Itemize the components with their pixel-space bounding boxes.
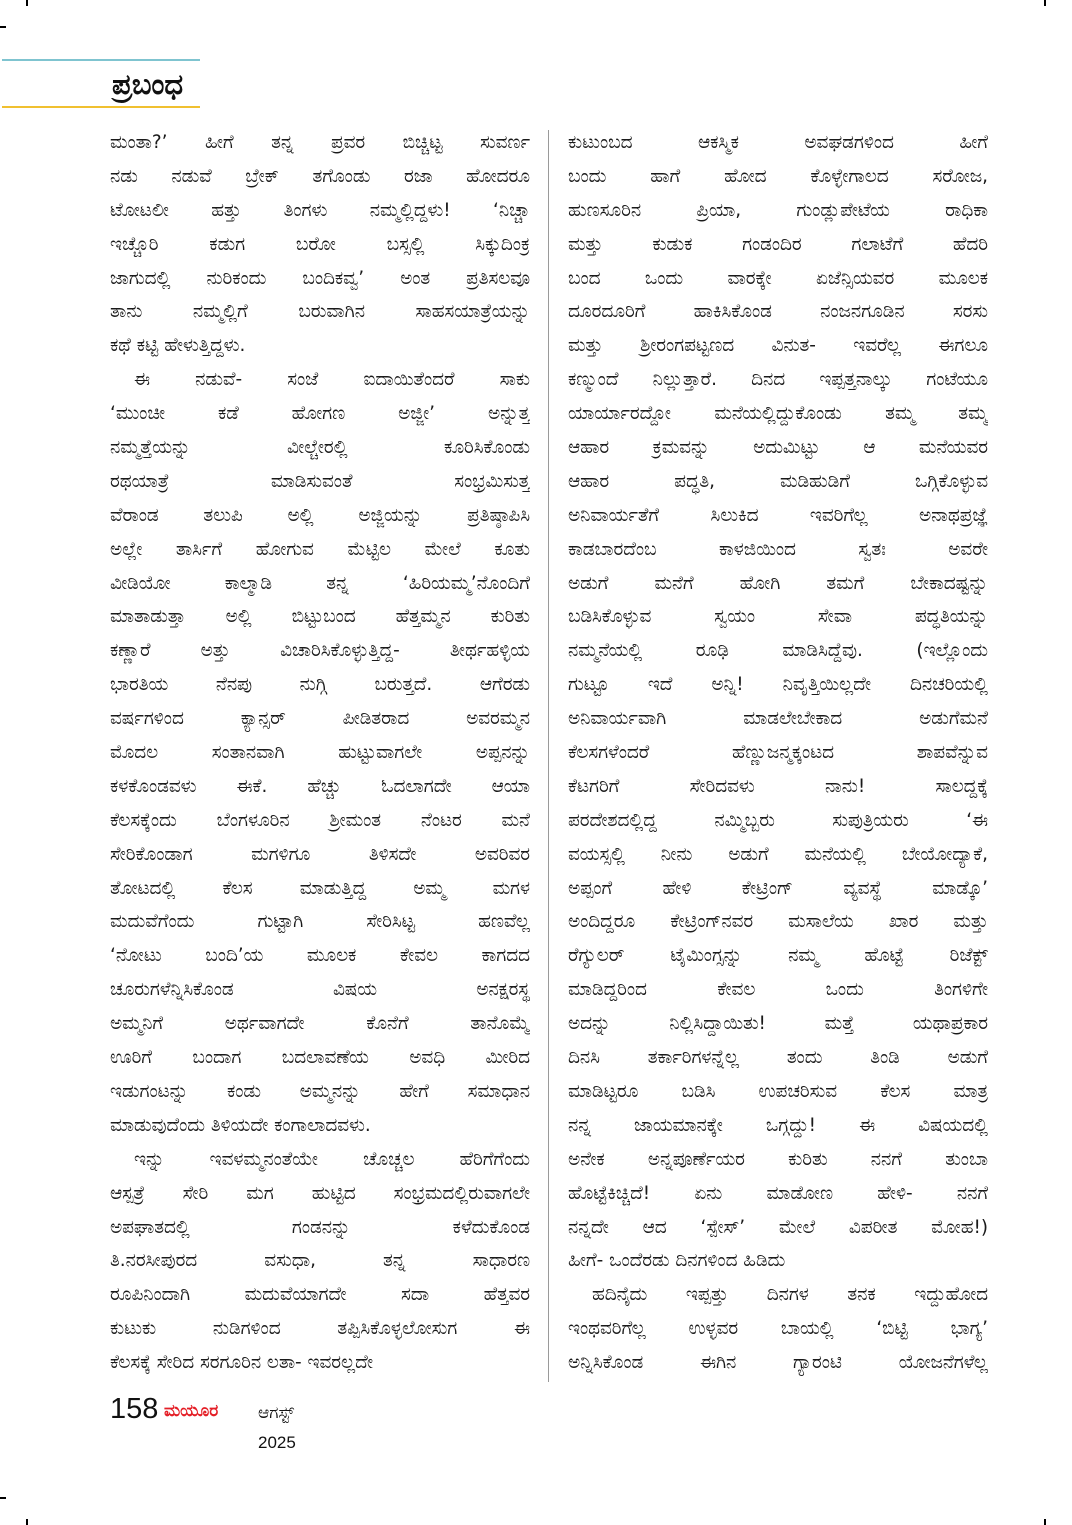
article-line: ವಯಸ್ಸಲ್ಲಿ ನೀನು ಅಡುಗೆ ಮನೆಯಲ್ಲಿ ಬೇಯೋದ್ಯಾಕೆ, xyxy=(568,843,988,865)
article-line: ಅಪಘಾತದಲ್ಲಿ ಗಂಡನನ್ನು ಕಳೆದುಕೊಂಡ xyxy=(110,1216,530,1238)
article-line: ನನ್ನದೇ ಆದ ‘ಸ್ಪೇಸ್’ ಮೇಲೆ ವಿಪರೀತ ಮೋಹ!) xyxy=(568,1216,988,1238)
article-line: ತಿ.ನರಸೀಪುರದ ವಸುಧಾ, ತನ್ನ ಸಾಧಾರಣ xyxy=(110,1250,530,1272)
article-line: ಚೂರುಗಳೆನ್ನಿಸಿಕೊಂಡ ವಿಷಯ ಅನಕ್ಷರಸ್ಥ xyxy=(110,979,530,1001)
crop-mark xyxy=(26,1519,28,1525)
article-line: ಹೀಗೆ- ಒಂದೆರಡು ದಿನಗಳಿಂದ ಹಿಡಿದು xyxy=(568,1250,786,1272)
magazine-logo: ಮಯೂರ xyxy=(164,1401,219,1421)
article-line: ಕೆಲಸಗಳೆಂದರೆ ಹೆಣ್ಣುಜನ್ಮಕ್ಕಂಟದ ಶಾಪವೆನ್ನುವ xyxy=(568,742,988,764)
article-line: ಮತ್ತು ಕುಡುಕ ಗಂಡಂದಿರ ಗಲಾಟೆಗೆ ಹೆದರಿ xyxy=(568,233,988,255)
article-line: ರೂಪಿನಿಂದಾಗಿ ಮದುವೆಯಾಗದೇ ಸದಾ ಹೆತ್ತವರ xyxy=(110,1284,530,1306)
article-line: ಕೆಲಸಕ್ಕೆ ಸೇರಿದ ಸರಗೂರಿನ ಲತಾ- ಇವರಲ್ಲದೇ xyxy=(110,1352,374,1374)
section-title: ಪ್ರಬಂಧ xyxy=(112,67,184,101)
article-line: ತೋಟದಲ್ಲಿ ಕೆಲಸ ಮಾಡುತ್ತಿದ್ದ ಅಮ್ಮ ಮಗಳ xyxy=(110,877,530,899)
article-line: ಮಂತಾ?’ ಹೀಗೆ ತನ್ನ ಪ್ರವರ ಬಿಚ್ಚಿಟ್ಟ ಸುವರ್ಣ xyxy=(110,132,530,153)
article-line: ಆಹಾರ ಪದ್ಧತಿ, ಮಡಿಹುಡಿಗೆ ಒಗ್ಗಿಕೊಳ್ಳುವ xyxy=(568,470,988,492)
article-line: ಜಾಗುದಲ್ಲಿ ನುರಿಕಂದು ಬಂದಿಕವ್ವ’ ಅಂತ ಪ್ರತಿಸಲವೂ xyxy=(110,267,530,289)
article-line: ರಥಯಾತ್ರೆ ಮಾಡಿಸುವಂತೆ ಸಂಭ್ರಮಿಸುತ್ತ xyxy=(110,470,530,492)
article-line: ಅನಿವಾರ್ಯತೆಗೆ ಸಿಲುಕಿದ ಇವರಿಗೆಲ್ಲ ಅನಾಥಪ್ರಜ್ಞೆ xyxy=(568,504,988,526)
article-line: ಮದುವೆಗೆಂದು ಗುಟ್ಟಾಗಿ ಸೇರಿಸಿಟ್ಟ ಹಣವೆಲ್ಲ xyxy=(110,911,530,933)
article-line: ಕೆಲಸಕ್ಕೆಂದು ಬೆಂಗಳೂರಿನ ಶ್ರೀಮಂತ ನೆಂಟರ ಮನೆ xyxy=(110,809,530,831)
article-line: ಇಡುಗಂಟನ್ನು ಕಂಡು ಅಮ್ಮನನ್ನು ಹೇಗೆ ಸಮಾಧಾನ xyxy=(110,1080,530,1102)
article-line: ಮಾಡಿದ್ದರಿಂದ ಕೇವಲ ಒಂದು ತಿಂಗಳಿಗೇ xyxy=(568,979,988,1001)
article-column-left xyxy=(110,126,530,1380)
article-line: ಮಾಡುವುದೆಂದು ತಿಳಿಯದೇ ಕಂಗಾಲಾದವಳು. xyxy=(110,1114,371,1136)
article-line: ನಡು ನಡುವೆ ಬ್ರೇಕ್ ತಗೊಂಡು ರಜಾ ಹೋದರೂ xyxy=(110,165,530,187)
article-line: ಅಡುಗೆ ಮನೆಗೆ ಹೋಗಿ ತಮಗೆ ಬೇಕಾದಷ್ಟನ್ನು xyxy=(568,572,988,594)
article-line: ಇಂಥವರಿಗೆಲ್ಲ ಉಳ್ಳವರ ಬಾಯಲ್ಲಿ ‘ಬಿಟ್ಟಿ ಭಾಗ್ಯ’ xyxy=(568,1318,988,1340)
article-line: ಹುಣಸೂರಿನ ಪ್ರಿಯಾ, ಗುಂಡ್ಲುಪೇಟೆಯ ರಾಧಿಕಾ xyxy=(568,199,988,221)
article-line: ಕಥೆ ಕಟ್ಟಿ ಹೇಳುತ್ತಿದ್ದಳು. xyxy=(110,335,246,357)
article-line: ‘ನೋಟು ಬಂದಿ’ಯ ಮೂಲಕ ಕೇವಲ ಕಾಗದದ xyxy=(110,945,530,967)
article-column-right xyxy=(568,126,988,1380)
article-line: ಅಪ್ಪಂಗೆ ಹೇಳಿ ಕೇಟ್ರಿಂಗ್ ವ್ಯವಸ್ಥೆ ಮಾಡ್ಕೊ’ xyxy=(568,877,988,899)
article-line: ಕಳಕೊಂಡವಳು ಈಕೆ. ಹೆಚ್ಚು ಓದಲಾಗದೇ ಆಯಾ xyxy=(110,775,530,797)
article-line: ಕೆಟಗರಿಗೆ ಸೇರಿದವಳು ನಾನು! ಸಾಲದ್ದಕ್ಕೆ xyxy=(568,775,988,797)
article-line: ಮೊದಲ ಸಂತಾನವಾಗಿ ಹುಟ್ಟುವಾಗಲೇ ಅಪ್ಪನನ್ನು xyxy=(110,742,530,764)
article-line: ಕಣ್ಣಾರೆ ಅತ್ತು ವಿಚಾರಿಸಿಕೊಳ್ಳುತ್ತಿದ್ದ- ತೀರ್ಥಹಳ್ಳಿಯ xyxy=(110,640,530,662)
article-line: ಆಹಾರ ಕ್ರಮವನ್ನು ಅದುಮಿಟ್ಟು ಆ ಮನೆಯವರ xyxy=(568,437,988,459)
article-line: ಕುಟುಂಬದ ಆಕಸ್ಮಿಕ ಅವಘಡಗಳಿಂದ ಹೀಗೆ xyxy=(568,132,988,153)
article-line: ನಮ್ಮನೆಯಲ್ಲಿ ರೂಢಿ ಮಾಡಿಸಿದ್ದೆವು. (ಇಲ್ಲೊಂದು xyxy=(568,640,988,662)
article-line: ಅಮ್ಮನಿಗೆ ಅರ್ಥವಾಗದೇ ಕೊನೆಗೆ ತಾನೊಮ್ಮೆ xyxy=(110,1013,530,1035)
article-line: ವರ್ಷಗಳಿಂದ ಕ್ಯಾನ್ಸರ್ ಪೀಡಿತರಾದ ಅವರಮ್ಮನ xyxy=(110,708,530,730)
article-line: ವೀಡಿಯೋ ಕಾಲ್ಮಾಡಿ ತನ್ನ ‘ಹಿರಿಯಮ್ಮ’ನೊಂದಿಗೆ xyxy=(110,572,530,594)
column-divider xyxy=(548,130,549,1382)
article-line: ಆಸ್ಪತ್ರೆ ಸೇರಿ ಮಗ ಹುಟ್ಟಿದ ಸಂಭ್ರಮದಲ್ಲಿರುವಾಗಲೇ xyxy=(110,1182,530,1204)
article-line: ಟೋಟಲೀ ಹತ್ತು ತಿಂಗಳು ನಮ್ಮಲ್ಲಿದ್ದಳು! ‘ನಿಚ್ಚಾ xyxy=(110,199,530,221)
article-line: ಈ ನಡುವೆ- ಸಂಜೆ ಐದಾಯಿತೆಂದರೆ ಸಾಕು xyxy=(134,369,530,391)
article-line: ಬಡಿಸಿಕೊಳ್ಳುವ ಸ್ವಯಂ ಸೇವಾ ಪದ್ಧತಿಯನ್ನು xyxy=(568,606,988,628)
article-line: ಬಂದ ಒಂದು ವಾರಕ್ಕೇ ಏಜೆನ್ಸಿಯವರ ಮೂಲಕ xyxy=(568,267,988,289)
article-line: ಭಾರತಿಯ ನೆನಪು ನುಗ್ಗಿ ಬರುತ್ತದೆ. ಆಗೆರಡು xyxy=(110,674,530,696)
section-rule-top xyxy=(2,59,200,61)
article-line: ತಾನು ನಮ್ಮಲ್ಲಿಗೆ ಬರುವಾಗಿನ ಸಾಹಸಯಾತ್ರೆಯನ್ನು xyxy=(110,301,530,323)
article-line: ದೂರದೂರಿಗೆ ಹಾಕಿಸಿಕೊಂಡ ನಂಜನಗೂಡಿನ ಸರಸು xyxy=(568,301,988,323)
article-line: ಅನೇಕ ಅನ್ನಪೂರ್ಣೆಯರ ಕುರಿತು ನನಗೆ ತುಂಬಾ xyxy=(568,1148,988,1170)
page-number: 158 xyxy=(110,1393,159,1425)
article-line: ಅಲ್ಲೇ ತಾರ್ಸಿಗೆ ಹೋಗುವ ಮೆಟ್ಟಿಲ ಮೇಲೆ ಕೂತು xyxy=(110,538,530,560)
article-line: ನಮ್ಮತ್ತೆಯನ್ನು ವೀಲ್ಚೇರಲ್ಲಿ ಕೂರಿಸಿಕೊಂಡು xyxy=(110,437,530,459)
article-line: ವೆರಾಂಡ ತಲುಪಿ ಅಲ್ಲಿ ಅಜ್ಜಿಯನ್ನು ಪ್ರತಿಷ್ಠಾಪಿಸಿ xyxy=(110,504,530,526)
issue-date xyxy=(258,1398,296,1458)
crop-mark xyxy=(0,1497,6,1499)
article-line: ಕಾಡಬಾರದೆಂಬ ಕಾಳಜಿಯಿಂದ ಸ್ವತಃ ಅವರೇ xyxy=(568,538,988,560)
article-line: ಇಚ್ಚೊರಿ ಕಡುಗ ಬರೋ ಬಸ್ಸಲ್ಲಿ ಸಿಕ್ಕುದಿಂಕ್ರ xyxy=(110,233,530,255)
article-line: ಸೇರಿಕೊಂಡಾಗ ಮಗಳಿಗೂ ತಿಳಿಸದೇ ಅವರಿವರ xyxy=(110,843,530,865)
article-line: ಹದಿನೈದು ಇಪ್ಪತ್ತು ದಿನಗಳ ತನಕ ಇದ್ದುಹೋದ xyxy=(592,1284,988,1306)
article-line: ನನ್ನ ಜಾಯಮಾನಕ್ಕೇ ಒಗ್ಗದ್ದು! ಈ ವಿಷಯದಲ್ಲಿ xyxy=(568,1114,988,1136)
article-line: ಇನ್ನು ಇವಳಮ್ಮನಂತೆಯೇ ಚೊಚ್ಚಲ ಹೆರಿಗೆಗೆಂದು xyxy=(134,1148,530,1170)
article-line: ಅನಿವಾರ್ಯವಾಗಿ ಮಾಡಲೇಬೇಕಾದ ಅಡುಗೆಮನೆ xyxy=(568,708,988,730)
article-line: ಕುಟುಕು ನುಡಿಗಳಿಂದ ತಪ್ಪಿಸಿಕೊಳ್ಳಲೋಸುಗ ಈ xyxy=(110,1318,530,1340)
article-line: ಕಣ್ಮುಂದೆ ನಿಲ್ಲುತ್ತಾರೆ. ದಿನದ ಇಪ್ಪತ್ತನಾಲ್ಕು ಗಂಟೆಯೂ xyxy=(568,369,988,391)
article-line: ಮಾತಾಡುತ್ತಾ ಅಲ್ಲಿ ಬಿಟ್ಟುಬಂದ ಹೆತ್ತಮ್ಮನ ಕುರಿತು xyxy=(110,606,530,628)
article-line: ಅನ್ನಿಸಿಕೊಂಡ ಈಗಿನ ಗ್ಯಾರಂಟಿ ಯೋಜನೆಗಳೆಲ್ಲ xyxy=(568,1352,988,1374)
crop-mark xyxy=(1044,1519,1046,1525)
crop-mark xyxy=(26,0,28,6)
article-line: ಯಾರ್ಯಾರದ್ದೋ ಮನೆಯಲ್ಲಿದ್ದುಕೊಂಡು ತಮ್ಮ ತಮ್ಮ xyxy=(568,403,988,425)
article-line: ಅಂದಿದ್ದರೂ ಕೇಟ್ರಿಂಗ್‌ನವರ ಮಸಾಲೆಯ ಖಾರ ಮತ್ತು xyxy=(568,911,988,933)
article-line: ರೆಗ್ಯುಲರ್ ಟೈಮಿಂಗ್ಸನ್ನು ನಮ್ಮ ಹೊಟ್ಟೆ ರಿಜೆಕ್ಟ್ xyxy=(568,945,988,967)
issue-year: 2025 xyxy=(258,1433,296,1452)
article-line: ಪರದೇಶದಲ್ಲಿದ್ದ ನಮ್ಮಿಬ್ಬರು ಸುಪುತ್ರಿಯರು ‘ಈ xyxy=(568,809,988,831)
crop-mark xyxy=(1044,0,1046,6)
section-rule-bottom xyxy=(2,106,200,108)
article-line: ಗುಟ್ಟೂ ಇದೆ ಅನ್ನಿ! ನಿವೃತ್ತಿಯಿಲ್ಲದೇ ದಿನಚರಿಯಲ್ಲಿ xyxy=(568,674,988,696)
article-line: ಮತ್ತು ಶ್ರೀರಂಗಪಟ್ಟಣದ ವಿನುತ- ಇವರೆಲ್ಲ ಈಗಲೂ xyxy=(568,335,988,357)
article-line: ದಿನಸಿ ತರ್ಕಾರಿಗಳನ್ನೆಲ್ಲ ತಂದು ತಿಂಡಿ ಅಡುಗೆ xyxy=(568,1047,988,1069)
issue-month: ಆಗಸ್ಟ್ xyxy=(258,1403,295,1423)
article-line: ‘ಮುಂಚೀ ಕಡೆ ಹೋಗಣ ಅಜ್ಜೀ’ ಅನ್ನುತ್ತ xyxy=(110,403,530,425)
crop-mark xyxy=(0,26,6,28)
article-line: ಹೊಟ್ಟೆಕಿಚ್ಚಿದೆ! ಏನು ಮಾಡೋಣ ಹೇಳಿ- ನನಗೆ xyxy=(568,1182,988,1204)
article-line: ಮಾಡಿಟ್ಟರೂ ಬಡಿಸಿ ಉಪಚರಿಸುವ ಕೆಲಸ ಮಾತ್ರ xyxy=(568,1080,988,1102)
article-line: ಬಂದು ಹಾಗೆ ಹೋದ ಕೊಳ್ಳೇಗಾಲದ ಸರೋಜ, xyxy=(568,165,988,187)
article-line: ಅದನ್ನು ನಿಲ್ಲಿಸಿದ್ದಾಯಿತು! ಮತ್ತೆ ಯಥಾಪ್ರಕಾರ xyxy=(568,1013,988,1035)
article-line: ಊರಿಗೆ ಬಂದಾಗ ಬದಲಾವಣೆಯ ಅವಧಿ ಮೀರಿದ xyxy=(110,1047,530,1069)
